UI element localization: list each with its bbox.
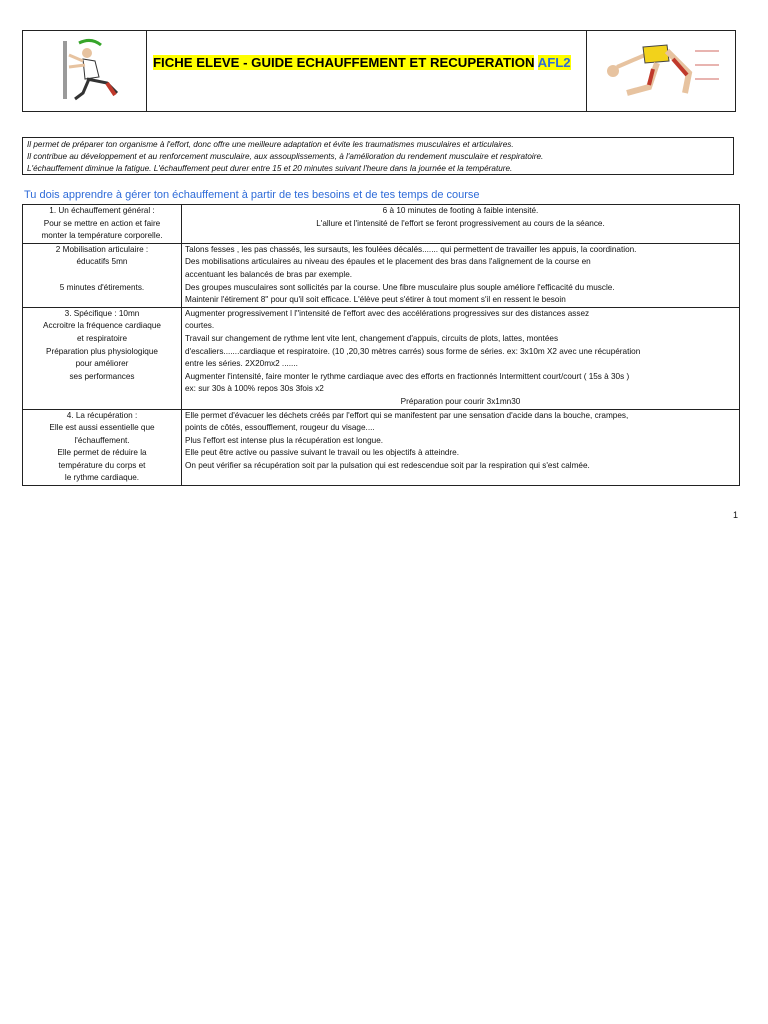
phase-cell xyxy=(23,243,182,307)
phase-line: 3. Spécifique : 10mn xyxy=(64,308,140,318)
detail-line: d'escaliers.......cardiaque et respiratoire. (10 ,20,30 mètres carrés) sous forme de séries. ex: 3x10m X2 avec une récupération xyxy=(185,346,641,356)
detail-line: Maintenir l'étirement 8'' pour qu'il soit efficace. L'élève peut s'étirer à tout moment s'il en ressent le besoin xyxy=(185,295,566,305)
phase-line: Préparation plus physiologique xyxy=(46,346,158,356)
section-subtitle: Tu dois apprendre à gérer ton échauffement à partir de tes besoins et de tes temps de course xyxy=(24,189,480,201)
phase-line: l'échauffement. xyxy=(74,435,130,445)
detail-line: ex: sur 30s à 100% repos 30s 3fois x2 xyxy=(185,384,324,394)
intro-line: Il permet de préparer ton organisme à l'effort, donc offre une meilleure adaptation et évite les traumatismes musculaires et articulaires. xyxy=(27,140,514,149)
detail-line: Travail sur changement de rythme lent vite lent, changement d'appuis, circuits de plots, lattes, montées xyxy=(185,333,559,343)
detail-line: On peut vérifier sa récupération soit par la pulsation qui est redescendue soit par la respiration qui s'est calmée. xyxy=(185,460,590,470)
title-text: FICHE ELEVE - GUIDE ECHAUFFEMENT ET RECUPERATION xyxy=(153,55,535,70)
detail-line: courtes. xyxy=(185,321,215,331)
detail-line: Des mobilisations articulaires au niveau des épaules et le placement des bras dans l'alignement de la course en xyxy=(185,257,591,267)
detail-line: Talons fesses , les pas chassés, les sursauts, les foulées décalés....... qui permettent de travailler les appuis, la coordination. xyxy=(185,244,637,254)
phase-line: Pour se mettre en action et faire xyxy=(43,218,161,228)
detail-line: Augmenter l'intensité, faire monter le rythme cardiaque avec des efforts en fractionnés Intermittent court/court ( 15s à 30s ) xyxy=(185,371,630,381)
spacer xyxy=(26,269,178,282)
warmup-guide-table xyxy=(22,204,740,486)
phase-line: éducatifs 5mn xyxy=(76,257,128,267)
phase-line: monter la température corporelle. xyxy=(41,231,163,241)
detail-cell xyxy=(182,243,740,307)
phase-line: le rythme cardiaque. xyxy=(64,473,140,483)
detail-line-centered: Préparation pour courir 3x1mn30 xyxy=(400,396,521,406)
phase-line: 2 Mobilisation articulaire : xyxy=(55,244,149,254)
phase-line: ses performances xyxy=(69,371,135,381)
intro-line: L'échauffement diminue la fatigue. L'échauffement peut durer entre 15 et 20 minutes suivant l'heure dans la journée et la température. xyxy=(27,164,513,174)
detail-line: entre les séries. 2X20mx2 ....... xyxy=(185,359,298,369)
table-row xyxy=(23,205,740,244)
runner-stretching-illustration xyxy=(23,31,147,111)
phase-line: et respiratoire xyxy=(76,333,128,343)
detail-line: Augmenter progressivement l l''intensité de l'effort avec des accélérations progressives sur des distances assez xyxy=(185,308,590,318)
phase-cell xyxy=(23,307,182,409)
detail-line: 6 à 10 minutes de footing à faible intensité. xyxy=(382,206,539,215)
intro-box xyxy=(22,137,734,175)
intro-line: Il contribue au développement et au renforcement musculaire, aux assouplissements, à l'amélioration du rendement musculaire et respiratoire. xyxy=(27,152,544,162)
detail-cell xyxy=(182,307,740,409)
phase-line: pour améliorer xyxy=(75,359,129,369)
title-tag: AFL2 xyxy=(537,55,571,70)
detail-line: Elle peut être active ou passive suivant le travail ou les objectifs à atteindre. xyxy=(185,448,459,458)
table-row xyxy=(23,243,740,307)
phase-line: Elle est aussi essentielle que xyxy=(49,423,155,433)
phase-line: Accroitre la fréquence cardiaque xyxy=(43,321,161,331)
phase-line: 5 minutes d'étirements. xyxy=(59,282,145,292)
detail-cell xyxy=(182,205,740,244)
page-title xyxy=(153,55,571,70)
phase-cell xyxy=(23,409,182,486)
phase-line: température du corps et xyxy=(58,460,146,470)
detail-line: L'allure et l'intensité de l'effort se feront progressivement au cours de la séance. xyxy=(316,218,605,228)
phase-cell xyxy=(23,205,182,244)
detail-cell xyxy=(182,409,740,486)
detail-line: Des groupes musculaires sont sollicités par la course. Une fibre musculaire plus souple améliore l'efficacité du muscle. xyxy=(185,282,615,292)
title-cell xyxy=(147,31,587,111)
table-row xyxy=(23,409,740,486)
header-box xyxy=(22,30,736,112)
detail-line: accentuant les balancés de bras par exemple. xyxy=(185,269,353,279)
table-row xyxy=(23,307,740,409)
detail-line: Elle permet d'évacuer les déchets créés par l'effort qui se manifestent par une sensation d'acide dans la bouche, crampes, xyxy=(185,410,629,420)
leg-muscles-illustration xyxy=(587,31,735,111)
detail-line: Plus l'effort est intense plus la récupération est longue. xyxy=(185,435,384,445)
detail-line: points de côtés, essoufflement, rougeur du visage.... xyxy=(185,423,375,433)
phase-line: Elle permet de réduire la xyxy=(57,448,147,458)
page-number: 1 xyxy=(733,510,739,520)
phase-line: 4. La récupération : xyxy=(66,410,138,420)
phase-line: 1. Un échauffement général : xyxy=(49,206,155,215)
